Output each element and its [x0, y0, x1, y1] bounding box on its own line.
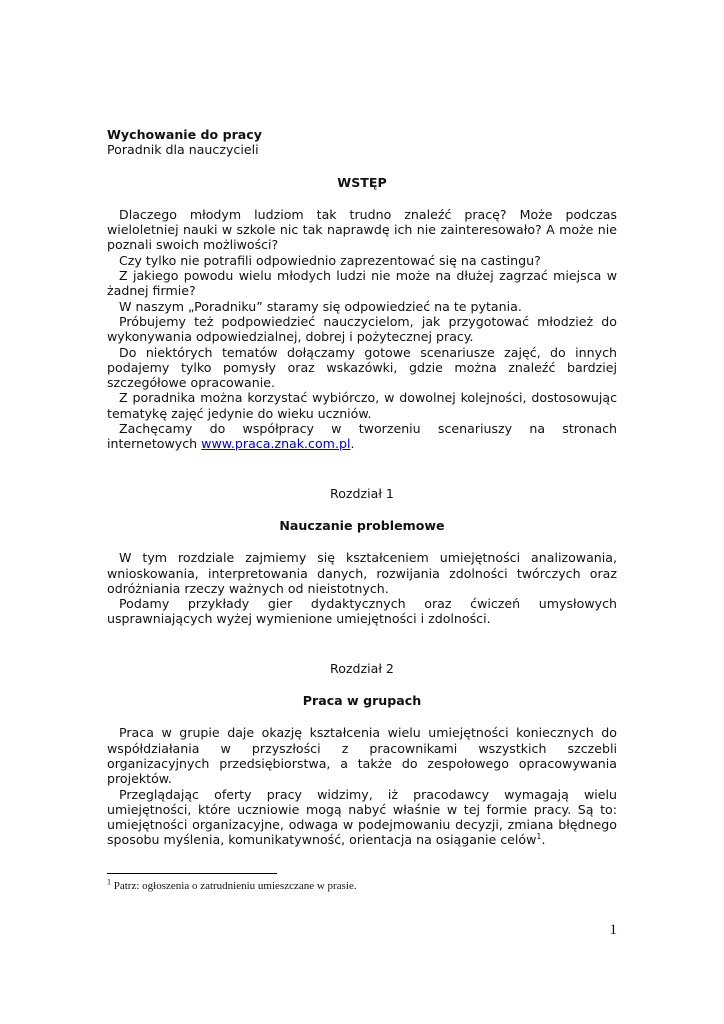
- footnote-text: Patrz: ogłoszenia o zatrudnieniu umieszczane w prasie.: [111, 880, 357, 892]
- document-subtitle: Poradnik dla nauczycieli: [107, 142, 259, 158]
- chapter2-title: Praca w grupach: [302, 693, 422, 709]
- chapter1-title: Nauczanie problemowe: [279, 517, 445, 533]
- chapter2-paragraph2-end: .: [541, 832, 546, 848]
- intro-paragraph: Z poradnika można korzystać wybiórczo, w dowolnej kolejności, dostosowując tematykę zajęć jedynie do wieku uczniów.: [107, 390, 617, 421]
- intro-section: [107, 207, 617, 452]
- chapter2-paragraph-with-footnote: [107, 787, 617, 848]
- document-title: Wychowanie do pracy: [107, 127, 262, 142]
- chapter1-paragraph: Podamy przykłady gier dydaktycznych oraz ćwiczeń umysłowych usprawniających wyżej wymienione umiejętności i zdolności.: [107, 596, 617, 627]
- intro-paragraph: Z jakiego powodu wielu młodych ludzi nie może na dłużej zagrzać miejsca w żadnej firmie?: [107, 268, 617, 299]
- footnote-reference[interactable]: 1: [536, 832, 542, 842]
- website-link[interactable]: www.praca.znak.com.pl: [201, 436, 351, 452]
- page-number: 1: [609, 922, 617, 938]
- intro-paragraph: Do niektórych tematów dołączamy gotowe scenariusze zajęć, do innych podajemy tylko pomysły oraz wskazówki, gdzie można znaleźć bardziej szczegółowe opracowanie.: [107, 344, 617, 391]
- intro-last-text: Zachęcamy do współpracy w tworzeniu scenariuszy na stronach internetowych: [107, 421, 617, 452]
- intro-paragraph: Czy tylko nie potrafili odpowiednio zaprezentować się na castingu?: [119, 252, 541, 268]
- footnote-number: 1: [107, 877, 111, 887]
- chapter1-section: [107, 550, 617, 626]
- intro-paragraph: Dlaczego młodym ludziom tak trudno znaleźć pracę? Może podczas wieloletniej nauki w szkole nic tak naprawdę ich nie zainteresowało? A może nie poznali swoich możliwości?: [107, 206, 617, 253]
- footnote-separator: [107, 873, 277, 874]
- chapter1-label: Rozdział 1: [330, 485, 394, 501]
- intro-paragraph: Próbujemy też podpowiedzieć nauczycielom, jak przygotować młodzież do wykonywania odpowiedzialnej, dobrej i pożytecznej pracy.: [107, 313, 617, 345]
- document-body: [107, 127, 617, 848]
- intro-heading: WSTĘP: [337, 174, 387, 190]
- footnote: [107, 877, 617, 893]
- chapter2-paragraph2-text: Przeglądając oferty pracy widzimy, iż pracodawcy wymagają wielu umiejętności, które uczniowie mogą nabyć właśnie w tej formie pracy. Są to: umiejętności organizacyjne, odwaga w podejmowaniu decyzji, zmiana błędnego sposobu myślenia, komunikatywność, orientacja na osiąganie celów: [107, 786, 617, 848]
- intro-last-punct: .: [350, 436, 355, 452]
- chapter2-paragraph: Praca w grupie daje okazję kształcenia wielu umiejętności koniecznych do współdziałania w przyszłości z pracownikami wszystkich szczebli organizacyjnych przedsiębiorstwa, a także do zespołowego opracowywania projektów.: [107, 725, 617, 787]
- chapter1-paragraph: W tym rozdziale zajmiemy się kształceniem umiejętności analizowania, wnioskowania, interpretowania danych, rozwijania zdolności twórczych oraz odróżniania rzeczy ważnych od nieistotnych.: [107, 550, 617, 596]
- chapter2-section: [107, 725, 617, 847]
- chapter2-label: Rozdział 2: [330, 660, 394, 676]
- intro-paragraph: W naszym „Poradniku” staramy się odpowiedzieć na te pytania.: [119, 298, 522, 314]
- intro-paragraph-last: [107, 421, 617, 452]
